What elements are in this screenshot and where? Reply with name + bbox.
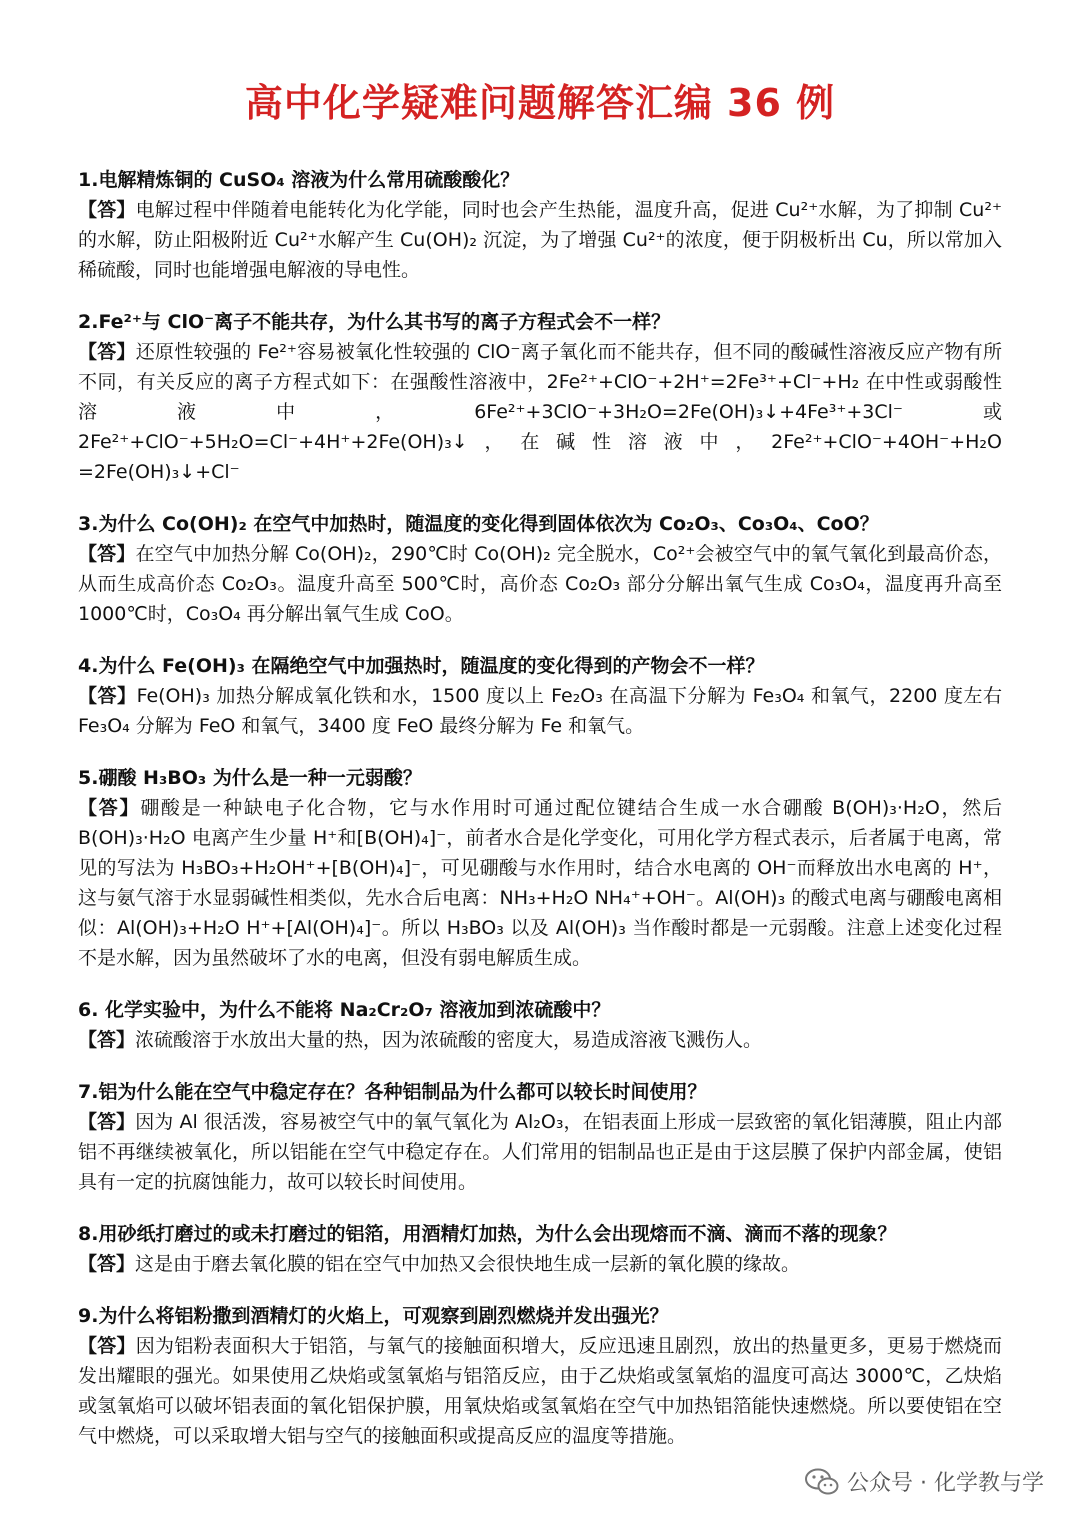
- answer-tag: 【答】: [78, 1029, 136, 1051]
- answer-1: [78, 195, 1002, 285]
- answer-tag: 【答】: [78, 797, 141, 819]
- question-8: 8.用砂纸打磨过的或未打磨过的铝箔，用酒精灯加热，为什么会出现熔而不滴、滴而不落的现象？: [78, 1223, 897, 1245]
- answer-5: [78, 793, 1002, 973]
- answer-text: 在空气中加热分解 Co(OH)₂，290℃时 Co(OH)₂ 完全脱水，Co²⁺会被空气中的氧气氧化到最高价态，从而生成高价态 Co₂O₃。温度升高至 500℃时，高价态 Co₂O₃ 部分分解出氧气生成 Co₃O₄，温度再升高至 1000℃时，Co₃O₄ 再分解出氧气生成 CoO。: [78, 543, 1002, 625]
- answer-tag: 【答】: [78, 199, 136, 221]
- page-title: 高中化学疑难问题解答汇编 36 例: [244, 81, 836, 125]
- answer-9: [78, 1331, 1002, 1451]
- wechat-icon: [805, 1468, 839, 1496]
- answer-8: [78, 1249, 1002, 1279]
- qa-item-3: [78, 509, 1002, 629]
- question-1: 1.电解精炼铜的 CuSO₄ 溶液为什么常用硫酸酸化？: [78, 169, 520, 191]
- answer-tag: 【答】: [78, 1335, 136, 1357]
- answer-text: 因为 Al 很活泼，容易被空气中的氧气氧化为 Al₂O₃，在铝表面上形成一层致密的氧化铝薄膜，阻止内部铝不再继续被氧化，所以铝能在空气中稳定存在。人们常用的铝制品也正是由于这层膜了保护内部金属，使铝具有一定的抗腐蚀能力，故可以较长时间使用。: [78, 1111, 1002, 1193]
- qa-item-8: [78, 1219, 1002, 1279]
- qa-item-6: [78, 995, 1002, 1055]
- qa-item-1: [78, 165, 1002, 285]
- answer-tag: 【答】: [78, 1253, 136, 1275]
- answer-tag: 【答】: [78, 341, 136, 363]
- question-5: 5.硼酸 H₃BO₃ 为什么是一种一元弱酸？: [78, 767, 422, 789]
- answer-tag: 【答】: [78, 685, 137, 707]
- answer-text: 这是由于磨去氧化膜的铝在空气中加热又会很快地生成一层新的氧化膜的缘故。: [135, 1253, 801, 1275]
- answer-6: [78, 1025, 1002, 1055]
- answer-text: Fe(OH)₃ 加热分解成氧化铁和水，1500 度以上 Fe₂O₃ 在高温下分解为 Fe₃O₄ 和氧气，2200 度左右 Fe₃O₄ 分解为 FeO 和氧气，3400 度 FeO 最终分解为 Fe 和氧气。: [78, 685, 1002, 737]
- answer-text: 电解过程中伴随着电能转化为化学能，同时也会产生热能，温度升高，促进 Cu²⁺水解，为了抑制 Cu²⁺的水解，防止阳极附近 Cu²⁺水解产生 Cu(OH)₂ 沉淀，为了增强 Cu²⁺的浓度，便于阴极析出 Cu，所以常加入稀硫酸，同时也能增强电解液的导电性。: [78, 199, 1002, 281]
- qa-item-7: [78, 1077, 1002, 1197]
- question-4: 4.为什么 Fe(OH)₃ 在隔绝空气中加强热时，随温度的变化得到的产物会不一样？: [78, 655, 765, 677]
- question-6: 6. 化学实验中，为什么不能将 Na₂Cr₂O₇ 溶液加到浓硫酸中？: [78, 999, 611, 1021]
- answer-text: 浓硫酸溶于水放出大量的热，因为浓硫酸的密度大，易造成溶液飞溅伤人。: [135, 1029, 763, 1051]
- qa-item-9: [78, 1301, 1002, 1451]
- answer-text: 还原性较强的 Fe²⁺容易被氧化性较强的 ClO⁻离子氧化而不能共存，但不同的酸碱性溶液反应产物有所不同，有关反应的离子方程式如下：在强酸性溶液中，2Fe²⁺+ClO⁻+2H⁺=2Fe³⁺+Cl⁻+H₂ 在中性或弱酸性溶液中，6Fe²⁺+3ClO⁻+3H₂O=2Fe(OH)₃↓+4Fe³⁺+3Cl⁻或 2Fe²⁺+ClO⁻+5H₂O=Cl⁻+4H⁺+2Fe(OH)₃↓，在碱性溶液中，2Fe²⁺+ClO⁻+4OH⁻+H₂O =2Fe(OH)₃↓+Cl⁻: [78, 341, 1002, 483]
- answer-text: 硼酸是一种缺电子化合物，它与水作用时可通过配位键结合生成一水合硼酸 B(OH)₃·H₂O，然后 B(OH)₃·H₂O 电离产生少量 H⁺和[B(OH)₄]⁻，前者水合是化学变化，可用化学方程式表示，后者属于电离，常见的写法为 H₃BO₃+H₂OH⁺+[B(OH)₄]⁻，可见硼酸与水作用时，结合水电离的 OH⁻而释放出水电离的 H⁺，这与氨气溶于水显弱碱性相类似，先水合后电离：NH₃+H₂O NH₄⁺+OH⁻。Al(OH)₃ 的酸式电离与硼酸电离相似：Al(OH)₃+H₂O H⁺+[Al(OH)₄]⁻。所以 H₃BO₃ 以及 Al(OH)₃ 当作酸时都是一元弱酸。注意上述变化过程不是水解，因为虽然破坏了水的电离，但没有弱电解质生成。: [78, 797, 1002, 969]
- footer-text: 公众号 · 化学教与学: [847, 1471, 1044, 1496]
- question-9: 9.为什么将铝粉撒到酒精灯的火焰上，可观察到剧烈燃烧并发出强光？: [78, 1305, 669, 1327]
- answer-7: [78, 1107, 1002, 1197]
- answer-2: [78, 337, 1002, 487]
- answer-3: [78, 539, 1002, 629]
- qa-item-4: [78, 651, 1002, 741]
- qa-item-2: [78, 307, 1002, 487]
- question-2: 2.Fe²⁺与 ClO⁻离子不能共存，为什么其书写的离子方程式会不一样？: [78, 311, 671, 333]
- qa-item-5: [78, 763, 1002, 973]
- answer-tag: 【答】: [78, 1111, 136, 1133]
- question-3: 3.为什么 Co(OH)₂ 在空气中加热时，随温度的变化得到固体依次为 Co₂O₃、Co₃O₄、CoO？: [78, 513, 879, 535]
- watermark-footer: [805, 1466, 1044, 1497]
- answer-tag: 【答】: [78, 543, 136, 565]
- answer-text: 因为铝粉表面积大于铝箔，与氧气的接触面积增大，反应迅速且剧烈，放出的热量更多，更易于燃烧而发出耀眼的强光。如果使用乙炔焰或氢氧焰与铝箔反应，由于乙炔焰或氢氧焰的温度可高达 3000℃，乙炔焰或氢氧焰可以破坏铝表面的氧化铝保护膜，用氧炔焰或氢氧焰在空气中加热铝箔能快速燃烧。所以要使铝在空气中燃烧，可以采取增大铝与空气的接触面积或提高反应的温度等措施。: [78, 1335, 1002, 1447]
- answer-4: [78, 681, 1002, 741]
- question-7: 7.铝为什么能在空气中稳定存在？各种铝制品为什么都可以较长时间使用？: [78, 1081, 707, 1103]
